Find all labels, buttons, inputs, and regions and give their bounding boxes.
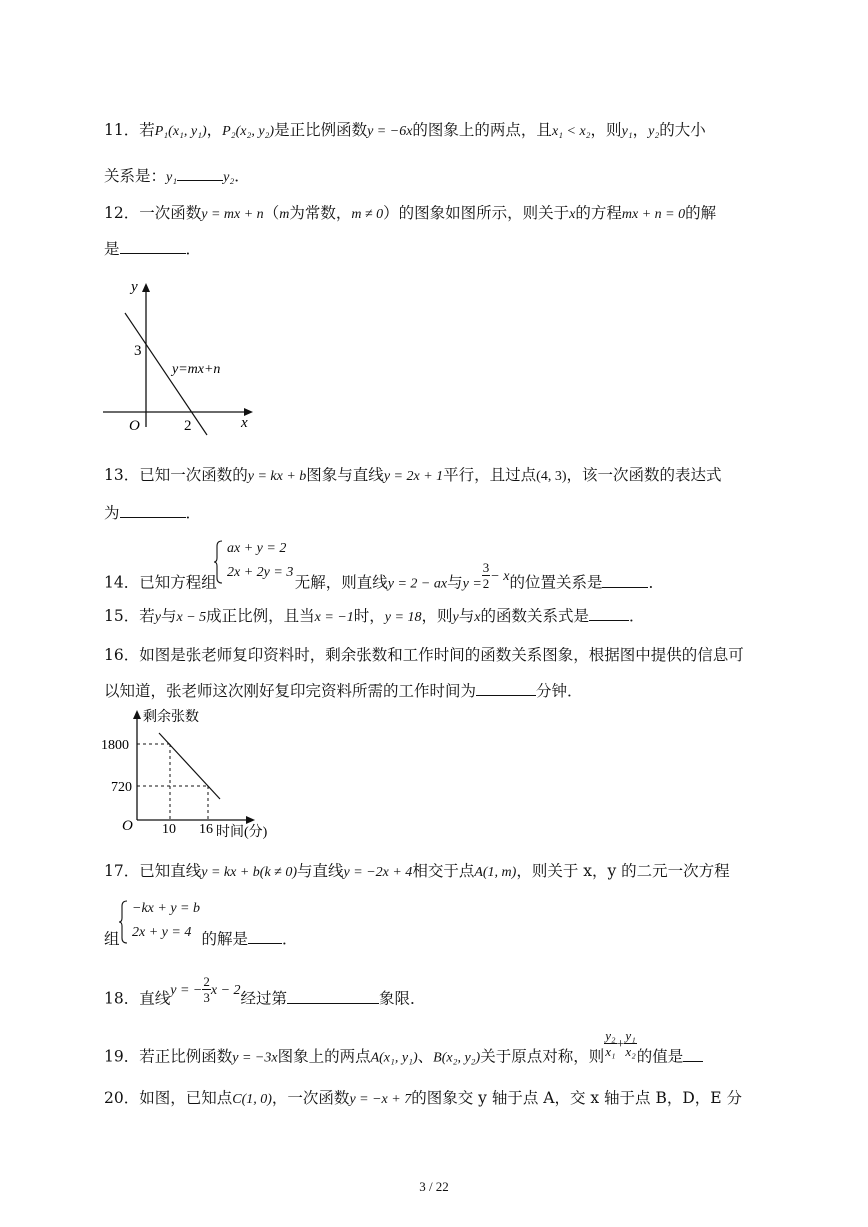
origin-label: O bbox=[129, 418, 140, 434]
fraction: $\frac{3}{2}$ bbox=[482, 560, 490, 591]
q14-eq2: 2x + 2y = 3 bbox=[227, 565, 294, 580]
y-axis-arrow bbox=[142, 283, 150, 292]
q20-line: 20．如图，已知点C(1, 0)，一次函数y = −x + 7的图象交 y 轴于点 A，交 x 轴于点 B，D，E 分 bbox=[104, 1089, 743, 1107]
y-tick-720: 720 bbox=[111, 780, 132, 795]
q17-eq1: −kx + y = b bbox=[132, 901, 200, 916]
y-axis-arrow bbox=[133, 710, 141, 719]
q13-line1: 13．已知一次函数的y = kx + b图象与直线y = 2x + 1平行，且过点(4, 3)，该一次函数的表达式 bbox=[104, 466, 722, 484]
answer-blank[interactable] bbox=[287, 989, 379, 1004]
q15-number: 15． bbox=[104, 607, 140, 625]
q13-number: 13． bbox=[104, 466, 140, 484]
q14-line: 14．已知方程组 无解，则直线y = 2 − ax与y = $\frac{3}{2}$ − x的位置关系是 ． bbox=[104, 560, 664, 592]
q14-eq1: ax + y = 2 bbox=[227, 541, 287, 556]
q19-line: 19．若正比例函数y = −3x图象上的两点A(x₁, y₁)、B(x₂, y₂)关于原点对称，则 $\frac{\text{y₂}}{\text{x₁}}$ + $\frac{\text{y₁}}{\text{x₂}}$ 的值是 bbox=[104, 1042, 703, 1073]
q11-number: 11． bbox=[104, 121, 140, 139]
answer-blank[interactable] bbox=[120, 503, 186, 518]
q18-line: 18．直线y = − $\frac{2}{3}$ x − 2经过第 象限． bbox=[104, 974, 426, 1008]
answer-blank[interactable] bbox=[589, 606, 629, 621]
x-axis-arrow bbox=[246, 816, 255, 824]
q17-line2: 组 的解是 ． bbox=[104, 930, 298, 948]
function-line bbox=[159, 733, 220, 799]
fraction: $\frac{\text{y₂}}{\text{x₁}}$ bbox=[605, 1028, 616, 1059]
graph-copy-time bbox=[98, 703, 313, 843]
y-axis-title: 剩余张数 bbox=[143, 710, 199, 725]
q20-number: 20． bbox=[104, 1089, 140, 1107]
q15-line: 15．若y与x − 5成正比例，且当x = −1时，y = 18，则y与x的函数关系式是 ． bbox=[104, 607, 645, 625]
q12-number: 12． bbox=[104, 204, 140, 222]
x-tick-16: 16 bbox=[199, 822, 213, 837]
x-axis-label: x bbox=[241, 415, 248, 431]
fraction: $\frac{2}{3}$ bbox=[203, 974, 210, 1005]
q17-line1: 17．已知直线y = kx + b(k ≠ 0)与直线y = −2x + 4相交于点A(1, m)，则关于 x，y 的二元一次方程 bbox=[104, 862, 730, 880]
y-intercept-label: 3 bbox=[134, 343, 142, 359]
q11-line2: 关系是：y₁ y₂． bbox=[104, 167, 250, 185]
q16-line1: 16．如图是张老师复印资料时，剩余张数和工作时间的函数关系图象，根据图中提供的信息可 bbox=[104, 646, 744, 664]
q14-number: 14． bbox=[104, 573, 140, 592]
origin-label: O bbox=[122, 818, 133, 834]
answer-blank[interactable] bbox=[177, 166, 223, 181]
q12-line1: 12．一次函数y = mx + n（m为常数，m ≠ 0）的图象如图所示，则关于x的方程mx + n = 0的解 bbox=[104, 204, 717, 222]
q12-line2: 是 ． bbox=[104, 240, 202, 258]
q19-number: 19． bbox=[104, 1047, 140, 1066]
x-intercept-label: 2 bbox=[184, 418, 192, 434]
q17-eq2: 2x + y = 4 bbox=[132, 925, 192, 940]
answer-blank[interactable] bbox=[476, 681, 536, 696]
q11-line1: 11．若P₁(x₁, y₁)，P₂(x₂, y₂)是正比例函数y = −6x的图象上的两点，且x₁ < x₂，则y₁，y₂的大小 bbox=[104, 121, 706, 139]
answer-blank[interactable] bbox=[602, 573, 648, 588]
x-tick-10: 10 bbox=[162, 822, 176, 837]
q16-line2: 以知道，张老师这次刚好复印完资料所需的工作时间为 分钟． bbox=[104, 682, 583, 700]
answer-blank[interactable] bbox=[248, 929, 282, 944]
line-label: y=mx+n bbox=[172, 362, 221, 377]
fraction: $\frac{\text{y₁}}{\text{x₂}}$ bbox=[625, 1028, 636, 1059]
graph-linear-function bbox=[95, 275, 270, 440]
q13-line2: 为 ． bbox=[104, 504, 202, 522]
y-axis-label: y bbox=[131, 279, 138, 295]
q18-number: 18． bbox=[104, 989, 140, 1008]
y-tick-1800: 1800 bbox=[101, 738, 129, 753]
page-number: 3 / 22 bbox=[419, 1179, 449, 1194]
answer-blank[interactable] bbox=[683, 1047, 703, 1062]
x-axis-title: 时间(分) bbox=[216, 825, 268, 840]
q17-number: 17． bbox=[104, 862, 140, 880]
answer-blank[interactable] bbox=[120, 239, 186, 254]
